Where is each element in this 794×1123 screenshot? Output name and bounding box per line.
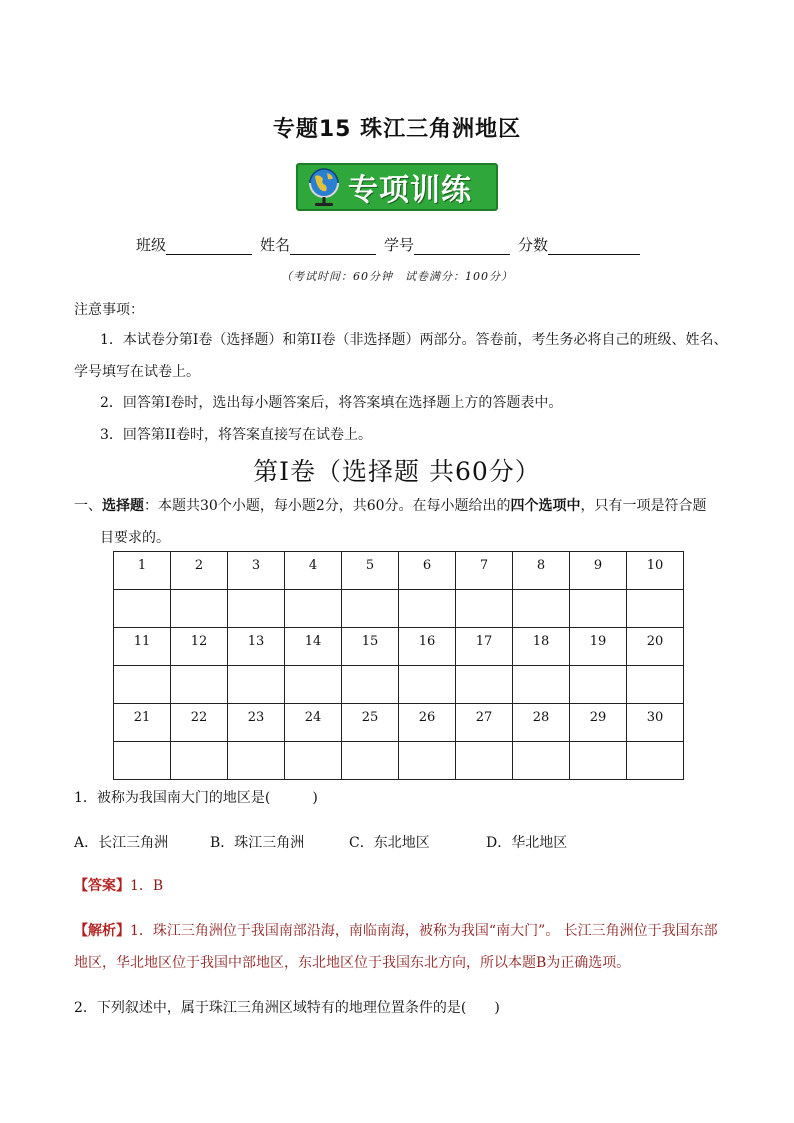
question-number: 15 [361,634,379,649]
answer-fill-cell[interactable] [513,742,570,780]
section-title: 第I卷（选择题 共60分） [253,457,541,486]
analysis-text-1: 1．珠江三角洲位于我国南部沿海，南临南海，被称为我国“南大门”。 长江三角洲位于我国东部 [130,923,718,939]
q1-answer [74,876,163,896]
class-blank[interactable] [166,238,252,255]
answer-fill-cell[interactable] [171,590,228,628]
question-number-cell [228,628,285,666]
question-number: 19 [589,634,607,649]
question-number: 20 [646,634,664,649]
answer-fill-row [114,742,684,780]
answer-fill-cell[interactable] [285,666,342,704]
question-number: 7 [479,558,489,573]
instruction-line-1 [74,496,707,516]
question-number: 11 [133,634,151,649]
question-number: 4 [308,558,318,573]
question-number-cell [114,628,171,666]
question-number-cell [456,552,513,590]
instruction-text-1: ：本题共30个小题，每小题2分，共60分。在每小题给出的 [144,498,511,514]
analysis-label: 【解析】 [74,923,130,939]
answer-fill-cell[interactable] [171,666,228,704]
question-number: 28 [532,710,550,725]
class-label: 班级 [136,236,167,254]
question-number-cell [513,552,570,590]
q1-option-b[interactable]: B．珠江三角洲 [210,835,305,851]
question-number-cell [114,552,171,590]
answer-fill-cell[interactable] [342,590,399,628]
answer-number-row [114,552,684,590]
instruction-bold-1: 选择题 [102,498,144,514]
exam-meta: （考试时间：60分钟 试卷满分：100分） [281,270,513,283]
answer-table [113,551,684,780]
question-number-cell [399,704,456,742]
question-number: 14 [304,634,322,649]
question-number-cell [627,704,684,742]
answer-fill-cell[interactable] [285,742,342,780]
answer-fill-cell[interactable] [228,666,285,704]
question-number-cell [228,552,285,590]
q1-analysis-line-2: 地区，华北地区位于我国中部地区，东北地区位于我国东北方向，所以本题B为正确选项。 [74,955,631,971]
instruction-prefix: 一、 [74,498,102,514]
question-number-cell [456,704,513,742]
answer-fill-cell[interactable] [513,666,570,704]
answer-value: 1．B [130,878,164,894]
answer-fill-row [114,666,684,704]
score-label: 分数 [518,236,549,254]
answer-fill-cell[interactable] [399,666,456,704]
answer-fill-cell[interactable] [399,590,456,628]
question-number: 26 [418,710,436,725]
note-item-2: 2．回答第I卷时，选出每小题答案后，将答案填在选择题上方的答题表中。 [100,395,563,411]
answer-fill-cell[interactable] [627,590,684,628]
question-number: 6 [422,558,432,573]
question-number: 10 [646,558,664,573]
q1-option-c[interactable]: C．东北地区 [349,835,430,851]
question-number-cell [285,628,342,666]
answer-fill-cell[interactable] [342,666,399,704]
answer-fill-cell[interactable] [513,590,570,628]
question-number-cell [399,628,456,666]
special-training-badge [296,163,498,211]
question-number: 2 [194,558,204,573]
note-item-1-cont: 学号填写在试卷上。 [74,364,200,380]
answer-fill-cell[interactable] [627,742,684,780]
page-title: 专题15 珠江三角洲地区 [272,117,522,142]
student-info-row [136,234,640,255]
question-number-cell [513,628,570,666]
question-number: 22 [190,710,208,725]
question-number-cell [171,628,228,666]
question-number-cell [114,704,171,742]
student-id-blank[interactable] [414,238,510,255]
answer-number-row [114,628,684,666]
answer-fill-cell[interactable] [114,666,171,704]
question-1-stem: 1．被称为我国南大门的地区是( ) [74,790,318,806]
question-number-cell [285,704,342,742]
answer-fill-cell[interactable] [570,666,627,704]
question-number: 29 [589,710,607,725]
answer-fill-row [114,590,684,628]
question-number-cell [342,704,399,742]
answer-fill-cell[interactable] [456,666,513,704]
answer-fill-cell[interactable] [399,742,456,780]
question-number-cell [570,628,627,666]
answer-fill-cell[interactable] [228,742,285,780]
student-id-label: 学号 [384,236,415,254]
question-number: 1 [137,558,147,573]
badge-text: 专项训练 [348,173,472,208]
question-number: 12 [190,634,208,649]
question-number: 5 [365,558,375,573]
score-blank[interactable] [548,238,640,255]
answer-fill-cell[interactable] [114,590,171,628]
question-number-cell [627,628,684,666]
q1-option-a[interactable]: A．长江三角洲 [74,835,169,851]
answer-fill-cell[interactable] [285,590,342,628]
question-number-cell [456,628,513,666]
question-number: 17 [475,634,493,649]
instruction-line-2: 目要求的。 [100,530,170,546]
answer-fill-cell[interactable] [342,742,399,780]
question-number-cell [342,628,399,666]
q1-option-d[interactable]: D．华北地区 [486,835,568,851]
question-number-cell [342,552,399,590]
note-item-3: 3．回答第II卷时，将答案直接写在试卷上。 [100,427,372,443]
answer-fill-cell[interactable] [171,742,228,780]
question-number-cell [570,704,627,742]
question-number-cell [570,552,627,590]
question-2-stem: 2．下列叙述中，属于珠江三角洲区域特有的地理位置条件的是( ) [74,1000,500,1016]
answer-fill-cell[interactable] [570,590,627,628]
question-number-cell [399,552,456,590]
answer-fill-cell[interactable] [570,742,627,780]
question-number: 3 [251,558,261,573]
question-number-cell [285,552,342,590]
instruction-text-2: ，只有一项是符合题 [580,498,707,514]
name-label: 姓名 [260,236,291,254]
question-number-cell [171,552,228,590]
answer-fill-cell[interactable] [627,666,684,704]
note-item-1: 1．本试卷分第I卷（选择题）和第II卷（非选择题）两部分。答卷前，考生务必将自己的班级、姓名、 [100,332,728,348]
notes-heading: 注意事项： [74,302,144,318]
question-number: 16 [418,634,436,649]
question-number: 13 [247,634,265,649]
question-number-cell [228,704,285,742]
answer-number-row [114,704,684,742]
answer-fill-cell[interactable] [228,590,285,628]
question-number: 9 [593,558,603,573]
q1-analysis-line-1 [74,921,718,941]
question-number-cell [171,704,228,742]
question-number: 24 [304,710,322,725]
question-number-cell [513,704,570,742]
question-number: 8 [536,558,546,573]
answer-fill-cell[interactable] [456,742,513,780]
question-number-cell [627,552,684,590]
question-number: 27 [475,710,493,725]
question-number: 25 [361,710,379,725]
question-number: 18 [532,634,550,649]
answer-fill-cell[interactable] [114,742,171,780]
question-number: 23 [247,710,265,725]
name-blank[interactable] [290,238,376,255]
question-number: 21 [133,710,151,725]
answer-fill-cell[interactable] [456,590,513,628]
instruction-bold-2: 四个选项中 [510,498,581,514]
answer-label: 【答案】 [74,878,130,894]
question-number: 30 [646,710,664,725]
globe-icon [304,165,344,209]
